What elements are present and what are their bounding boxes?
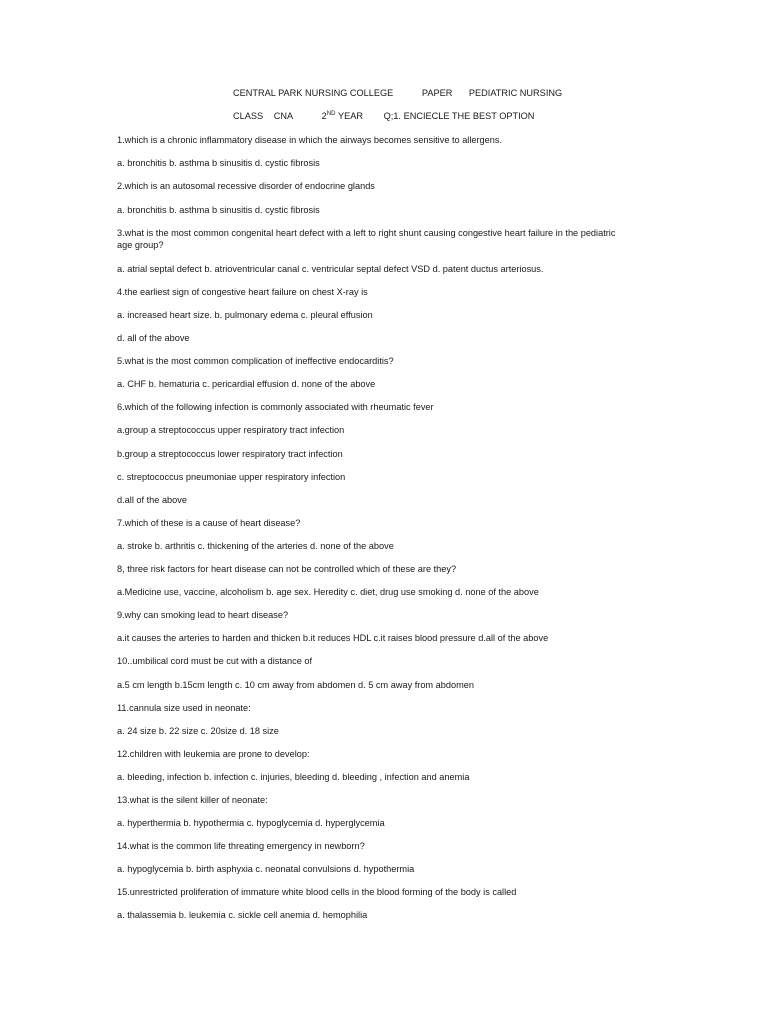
- options-12: a. bleeding, infection b. infection c. injuries, bleeding d. bleeding , infection and anemia: [117, 772, 470, 782]
- options-11: a. 24 size b. 22 size c. 20size d. 18 size: [117, 726, 279, 736]
- options-2: a. bronchitis b. asthma b sinusitis d. cystic fibrosis: [117, 205, 320, 215]
- options-6-b: b.group a streptococcus lower respiratory tract infection: [117, 449, 343, 459]
- options-7: a. stroke b. arthritis c. thickening of the arteries d. none of the above: [117, 541, 394, 551]
- options-9: a.it causes the arteries to harden and thicken b.it reduces HDL c.it raises blood pressure d.all of the above: [117, 633, 549, 643]
- question-6: 6.which of the following infection is commonly associated with rheumatic fever: [117, 402, 434, 412]
- question-3: 3.what is the most common congenital heart defect with a left to right shunt causing congestive heart failure in the pediatric age group?: [117, 228, 616, 250]
- options-13: a. hyperthermia b. hypothermia c. hypoglycemia d. hyperglycemia: [117, 818, 385, 828]
- options-6-a: a.group a streptococcus upper respiratory tract infection: [117, 425, 345, 435]
- year-number: 2: [321, 111, 327, 121]
- options-14: a. hypoglycemia b. birth asphyxia c. neonatal convulsions d. hypothermia: [117, 864, 415, 874]
- instruction-text: ENCIECLE THE BEST OPTION: [403, 111, 535, 121]
- options-10: a.5 cm length b.15cm length c. 10 cm away from abdomen d. 5 cm away from abdomen: [117, 680, 474, 690]
- question-1: 1.which is a chronic inflammatory disease in which the airways becomes sensitive to allergens.: [117, 135, 503, 145]
- year-label: YEAR: [338, 111, 364, 121]
- subject-name: PEDIATRIC NURSING: [468, 88, 563, 98]
- options-6-c: c. streptococcus pneumoniae upper respiratory infection: [117, 472, 346, 482]
- year-info: [322, 111, 363, 123]
- header-class-row: [233, 111, 534, 123]
- question-7: 7.which of these is a cause of heart disease?: [117, 518, 301, 528]
- question-label: Q;1.: [383, 111, 401, 121]
- question-13: 13.what is the silent killer of neonate:: [117, 795, 268, 805]
- options-6-d: d.all of the above: [117, 495, 187, 505]
- options-15: a. thalassemia b. leukemia c. sickle cell anemia d. hemophilia: [117, 910, 368, 920]
- options-3: a. atrial septal defect b. atrioventricular canal c. ventricular septal defect VSD d. patent ductus arteriosus.: [117, 264, 544, 274]
- options-4: a. increased heart size. b. pulmonary edema c. pleural effusion: [117, 310, 373, 320]
- question-2: 2.which is an autosomal recessive disorder of endocrine glands: [117, 181, 375, 191]
- options-5: a. CHF b. hematuria c. pericardial effusion d. none of the above: [117, 379, 376, 389]
- question-9: 9.why can smoking lead to heart disease?: [117, 610, 289, 620]
- question-15: 15.unrestricted proliferation of immature white blood cells in the blood forming of the body is called: [117, 887, 517, 897]
- question-4: 4.the earliest sign of congestive heart failure on chest X-ray is: [117, 287, 368, 297]
- options-1: a. bronchitis b. asthma b sinusitis d. cystic fibrosis: [117, 158, 320, 168]
- question-10: 10..umbilical cord must be cut with a distance of: [117, 656, 313, 666]
- question-5: 5.what is the most common complication of ineffective endocarditis?: [117, 356, 394, 366]
- question-11: 11.cannula size used in neonate:: [117, 703, 251, 713]
- year-superscript: ND: [326, 111, 336, 117]
- class-value: CNA: [273, 111, 294, 121]
- question-14: 14.what is the common life threating emergency in newborn?: [117, 841, 365, 851]
- question-12: 12.children with leukemia are prone to develop:: [117, 749, 310, 759]
- options-8: a.Medicine use, vaccine, alcoholism b. age sex. Heredity c. diet, drug use smoking d. none of the above: [117, 587, 539, 597]
- college-name: CENTRAL PARK NURSING COLLEGE: [233, 88, 394, 98]
- options-4-d: d. all of the above: [117, 333, 190, 343]
- paper-label: PAPER: [421, 88, 453, 98]
- header-title-row: [233, 88, 562, 100]
- question-8: 8, three risk factors for heart disease can not be controlled which of these are they?: [117, 564, 457, 574]
- class-label: CLASS: [233, 111, 264, 121]
